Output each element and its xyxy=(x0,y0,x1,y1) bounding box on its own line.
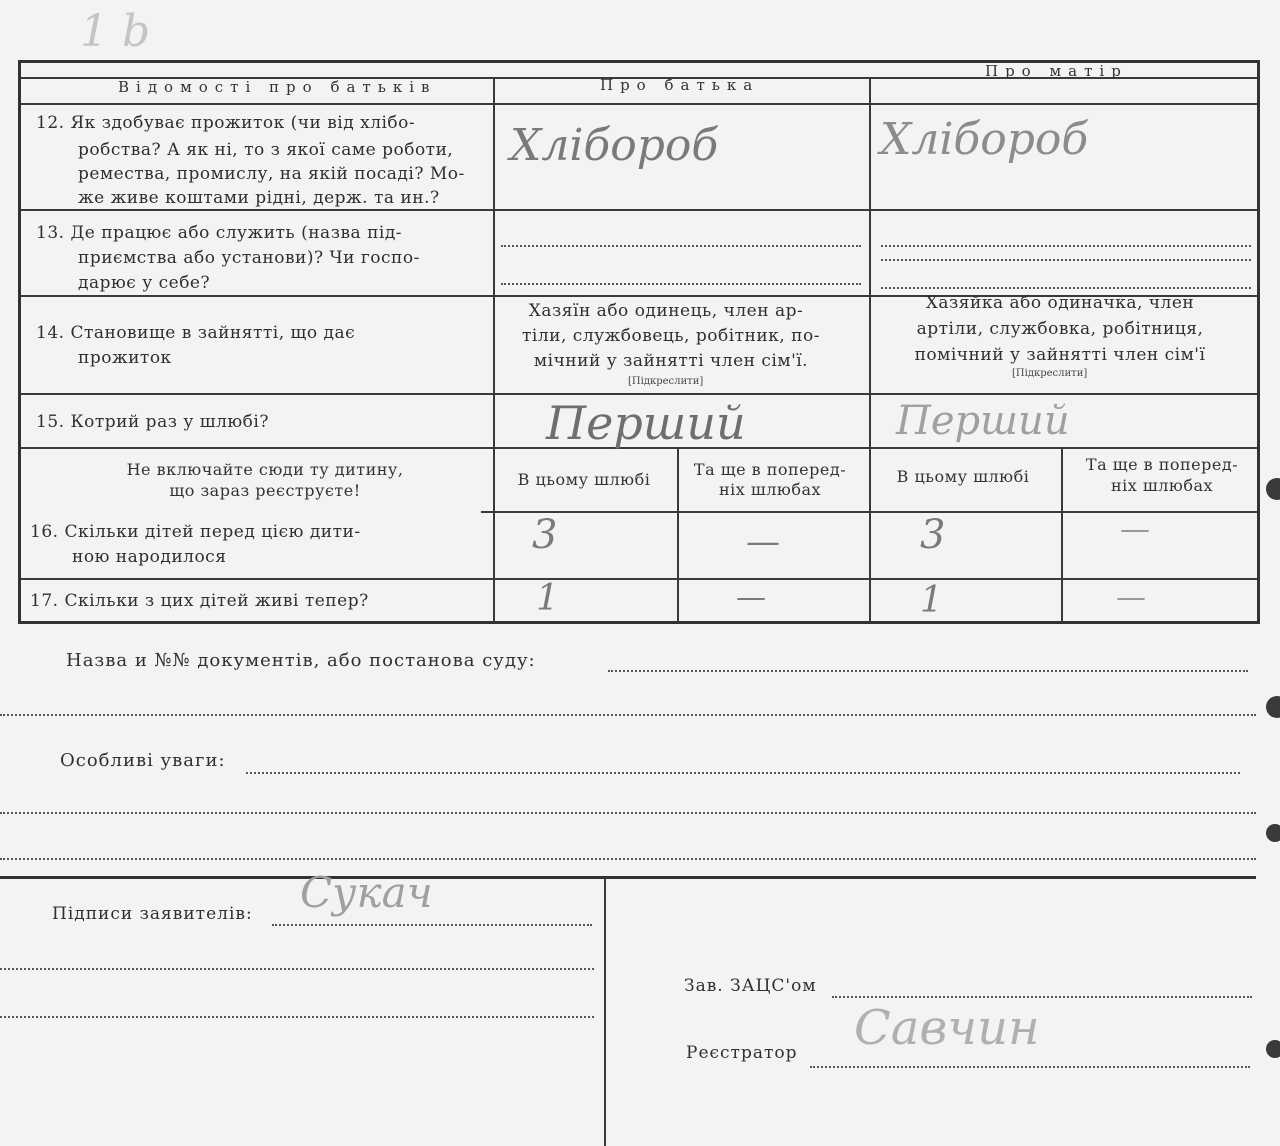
remarks-field-line2[interactable] xyxy=(0,812,1256,814)
head-label: Зав. ЗАЦС'ом xyxy=(684,976,817,996)
binder-hole-icon xyxy=(1266,696,1280,718)
header-father: Про батька xyxy=(600,76,760,94)
q17-text: 17. Скільки з цих дітей живі тепер? xyxy=(30,591,369,611)
corner-mark: 1 b xyxy=(80,6,151,57)
header-info: Відомості про батьків xyxy=(118,78,437,96)
q17-father-this[interactable]: 1 xyxy=(536,578,559,619)
q17-mother-prev[interactable]: — xyxy=(1116,580,1146,615)
q12-mother-answer[interactable]: Хлібороб xyxy=(880,114,1089,165)
q16-mother-prev[interactable]: — xyxy=(1120,512,1150,547)
registrar-label: Реєстратор xyxy=(686,1043,798,1063)
q17-mother-this[interactable]: 1 xyxy=(920,580,943,621)
q15-mother-answer[interactable]: Перший xyxy=(896,398,1070,444)
q16-mother-this[interactable]: 3 xyxy=(920,512,946,558)
signature-block-border xyxy=(0,876,1256,879)
remarks-field-line3[interactable] xyxy=(0,858,1256,860)
remarks-field[interactable] xyxy=(246,772,1240,774)
q16-father-prev[interactable]: — xyxy=(746,522,780,562)
binder-hole-icon xyxy=(1266,1040,1280,1058)
binder-hole-icon xyxy=(1266,478,1280,500)
documents-label: Назва и №№ документів, або постанова суду: xyxy=(66,650,536,671)
q12-father-answer[interactable]: Хлібороб xyxy=(510,120,719,171)
signatures-label: Підписи заявителів: xyxy=(52,904,253,924)
q17-father-prev[interactable]: — xyxy=(736,580,766,615)
registrar-signature: Савчин xyxy=(854,1000,1040,1056)
remarks-label: Особливі уваги: xyxy=(60,750,226,771)
registrar-signature-field[interactable] xyxy=(810,1066,1250,1068)
applicant-signature: Сукач xyxy=(300,868,433,917)
q15-text: 15. Котрий раз у шлюбі? xyxy=(36,412,269,432)
head-signature-field[interactable] xyxy=(832,996,1252,998)
mother-col-this-marriage: В цьому шлюбі xyxy=(896,467,1030,486)
signature-block-divider xyxy=(604,878,606,1146)
documents-field[interactable] xyxy=(608,670,1248,672)
binder-hole-icon xyxy=(1266,824,1280,842)
applicant-signature-line3[interactable] xyxy=(0,1016,594,1018)
applicant-signature-field[interactable] xyxy=(272,924,592,926)
documents-field-line2[interactable] xyxy=(0,714,1256,716)
applicant-signature-line2[interactable] xyxy=(0,968,594,970)
q15-father-answer[interactable]: Перший xyxy=(546,396,746,450)
father-col-this-marriage: В цьому шлюбі xyxy=(517,470,651,489)
q16-father-this[interactable]: 3 xyxy=(532,512,558,558)
header-mother: Про матір xyxy=(985,62,1128,80)
